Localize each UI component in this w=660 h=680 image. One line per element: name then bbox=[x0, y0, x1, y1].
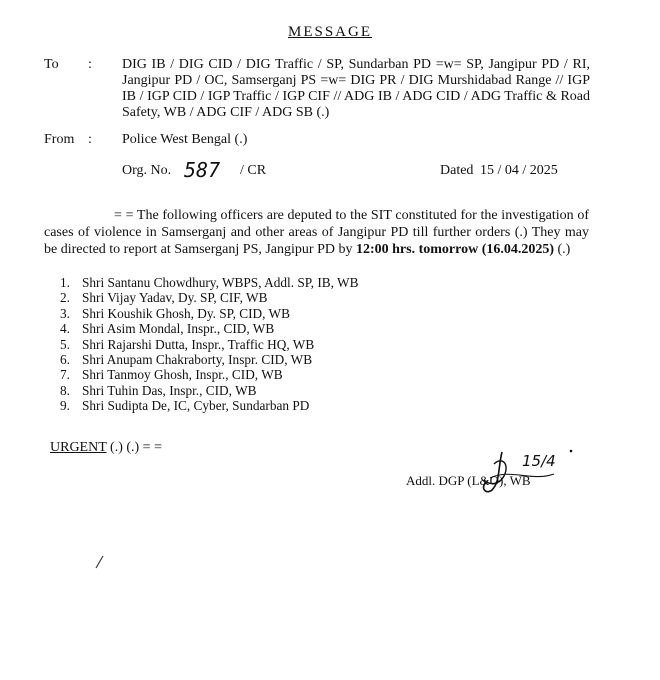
dated-value: 15 / 04 / 2025 bbox=[480, 163, 558, 178]
list-item: 3. Shri Koushik Ghosh, Dy. SP, CID, WB bbox=[60, 305, 290, 321]
recipients-text: DIG IB / DIG CID / DIG Traffic / SP, Sundarban PD =w= SP, Jangipur PD / RI, Jangipur PD / OC, Samserganj PS =w= DIG PR / DIG Murshidabad Range // IGP IB / IGP CID / IGP Traffic / IGP CIF // ADG IB / ADG CID / ADG Traffic & Road Safety, WB / ADG CIF / ADG SB (.) bbox=[122, 57, 590, 120]
list-item: 8. Shri Tuhin Das, Inspr., CID, WB bbox=[60, 382, 257, 398]
signature-date: 15/4 bbox=[522, 452, 556, 470]
officer-list bbox=[60, 275, 358, 414]
org-number: 587 bbox=[184, 158, 221, 182]
list-item: 9. Shri Sudipta De, IC, Cyber, Sundarban PD bbox=[60, 398, 310, 414]
list-item: 1. Shri Santanu Chowdhury, WBPS, Addl. SP, IB, WB bbox=[60, 275, 359, 290]
body-text-part1: = = The following officers are deputed to the SIT constituted for the investigation of cases of violence in Samserganj and other areas of Jangipur PD till further orders (.) They may be directed to report at Samserganj PS, Jangipur PD by bbox=[44, 208, 589, 257]
list-item: 2. Shri Vijay Yadav, Dy. SP, CIF, WB bbox=[60, 290, 268, 306]
urgent-label: URGENT bbox=[50, 440, 107, 455]
body-text-part2: (.) bbox=[554, 242, 571, 257]
sender-text: Police West Bengal (.) bbox=[122, 132, 248, 147]
list-item: 7. Shri Tanmoy Ghosh, Inspr., CID, WB bbox=[60, 367, 283, 383]
urgent-suffix: (.) (.) = = bbox=[106, 440, 162, 455]
body-paragraph bbox=[44, 207, 589, 258]
to-label: To bbox=[44, 57, 59, 72]
from-colon: : bbox=[88, 132, 92, 147]
body-deadline: 12:00 hrs. tomorrow (16.04.2025) bbox=[355, 242, 555, 257]
dot-mark-icon bbox=[566, 446, 576, 456]
to-colon: : bbox=[88, 57, 92, 72]
signatory: Addl. DGP (L&O), WB bbox=[406, 473, 531, 488]
list-item: 4. Shri Asim Mondal, Inspr., CID, WB bbox=[60, 321, 275, 337]
from-label: From bbox=[44, 132, 75, 147]
message-title: MESSAGE bbox=[287, 24, 372, 40]
list-item: 6. Shri Anupam Chakraborty, Inspr. CID, WB bbox=[60, 352, 313, 368]
signature-icon bbox=[470, 438, 580, 498]
dated-label: Dated bbox=[440, 163, 474, 178]
list-item: 5. Shri Rajarshi Dutta, Inspr., Traffic HQ, WB bbox=[60, 336, 315, 352]
org-label: Org. No. bbox=[122, 163, 172, 178]
org-suffix: / CR bbox=[240, 163, 267, 178]
stray-mark-icon bbox=[92, 554, 106, 572]
urgent-line bbox=[50, 440, 162, 456]
